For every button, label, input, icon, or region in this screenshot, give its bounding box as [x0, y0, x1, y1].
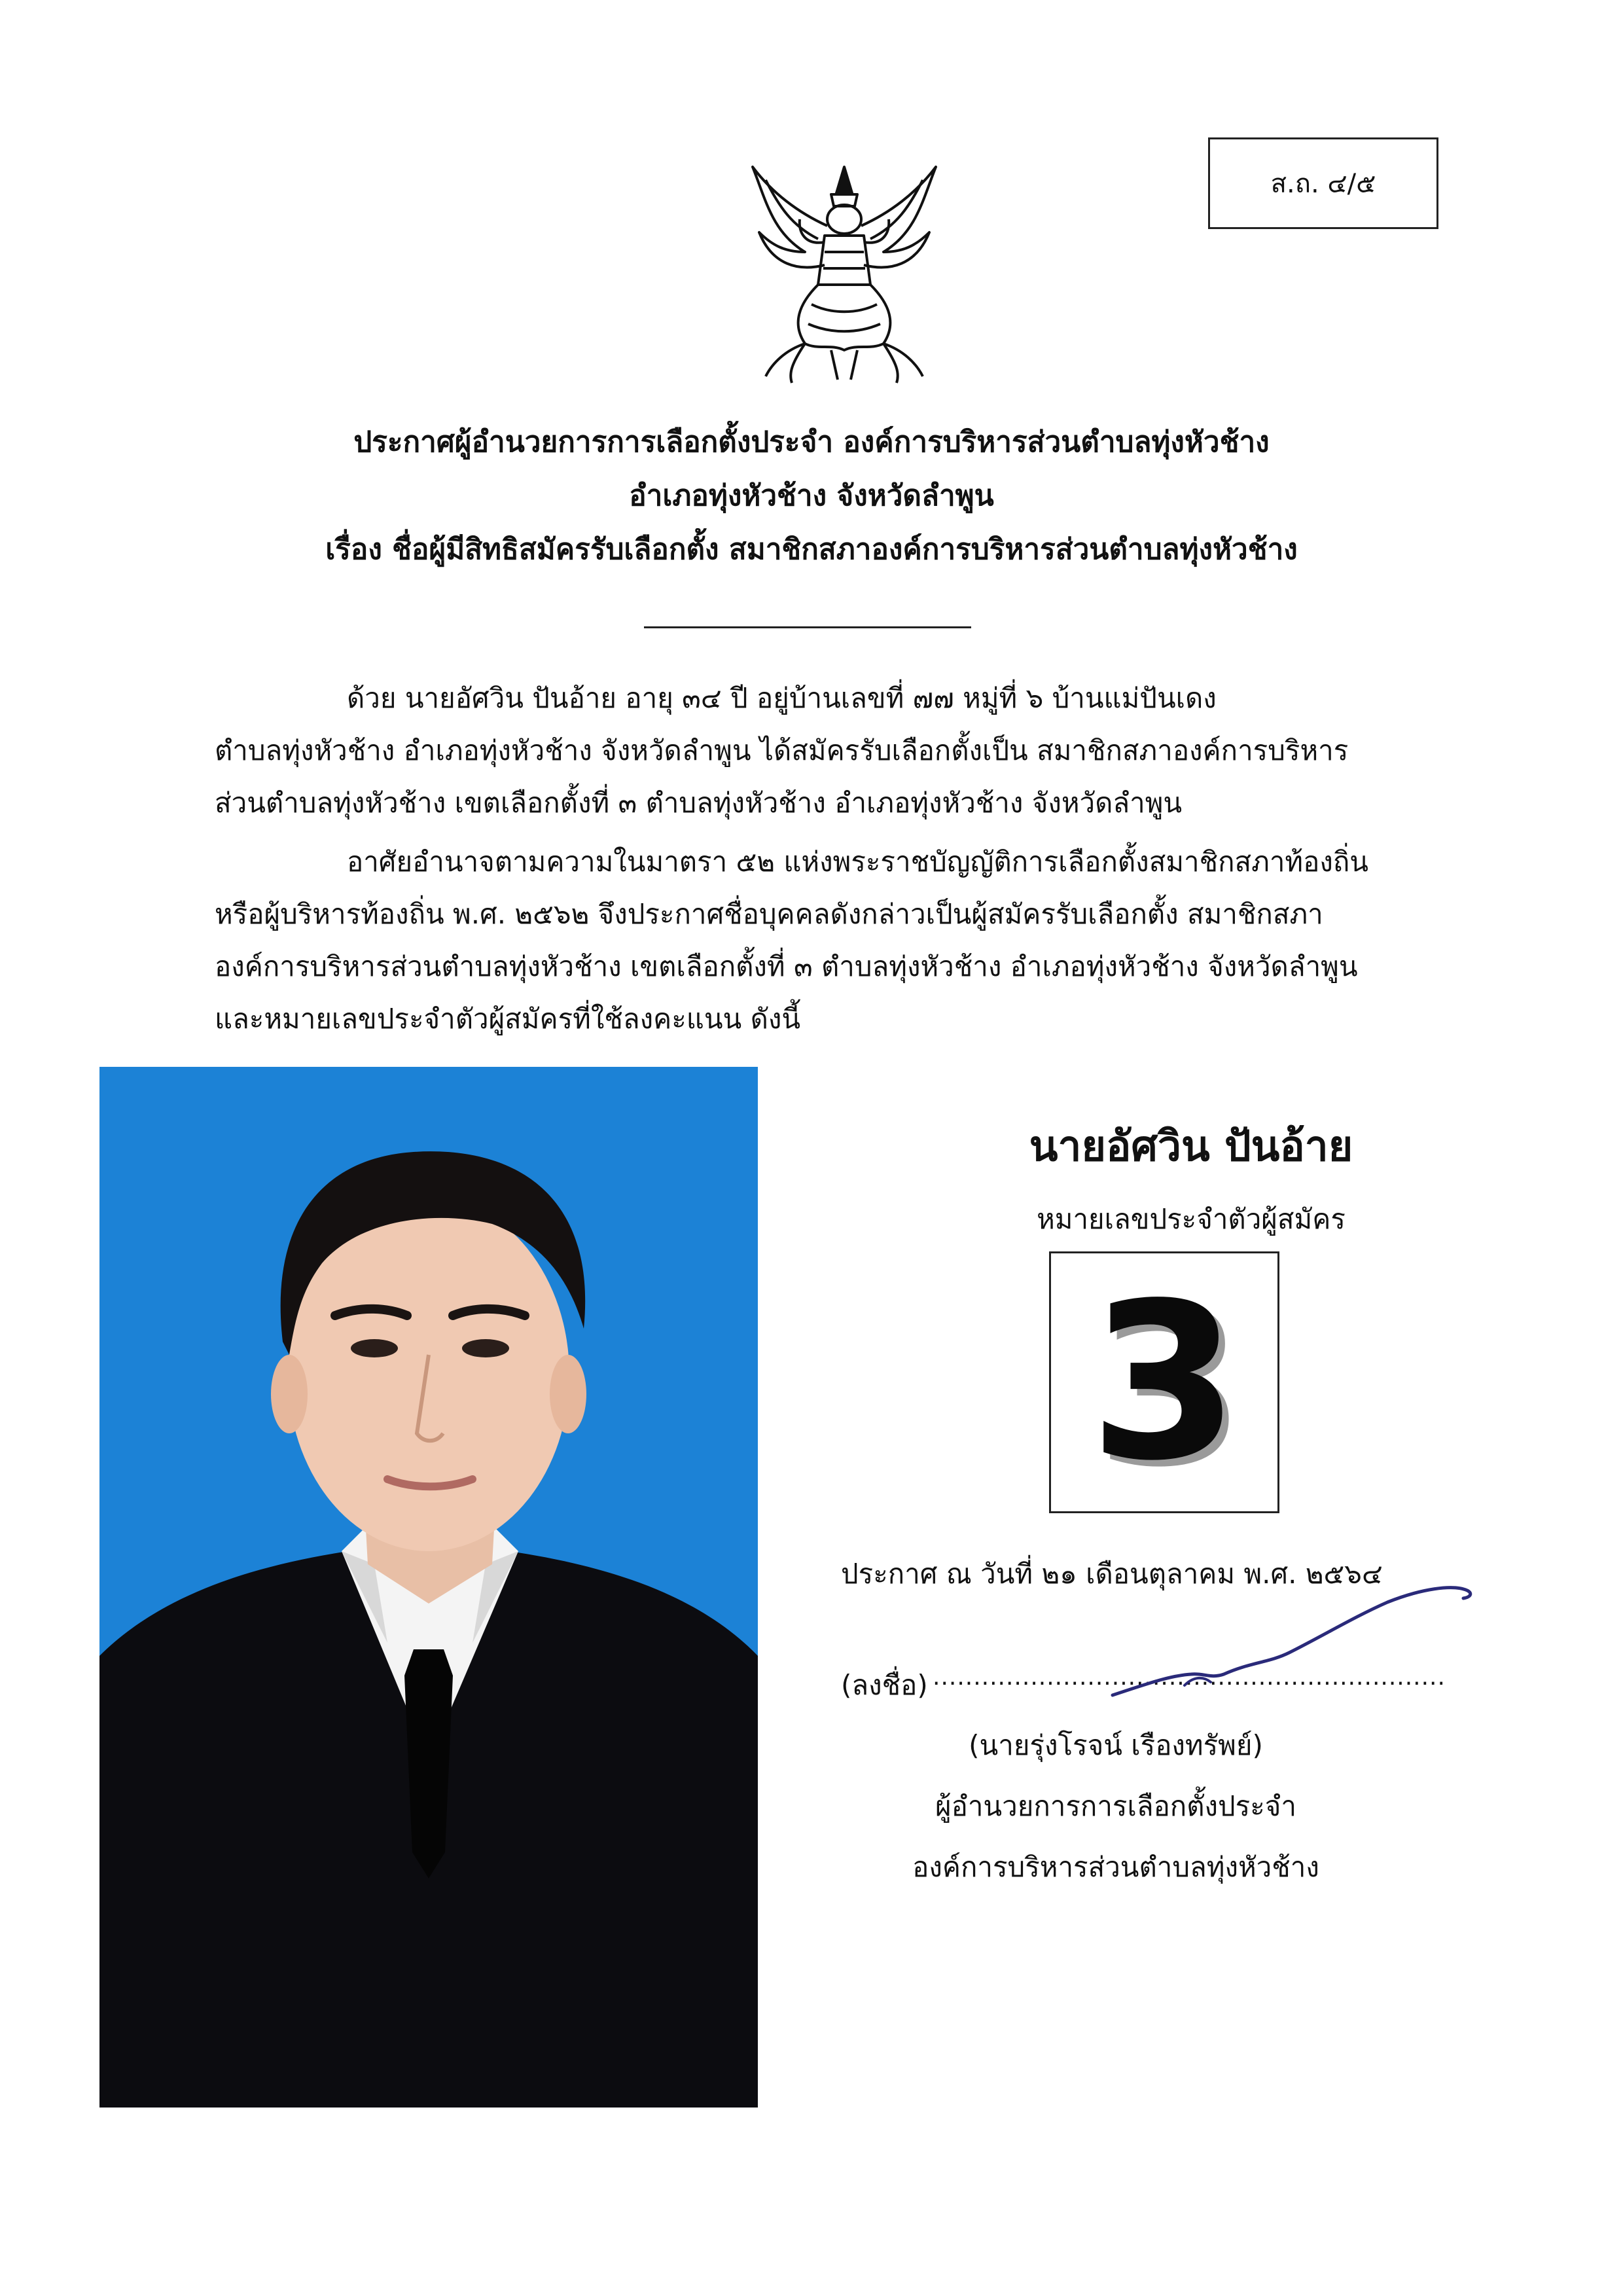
body-p1-line2: ตำบลทุ่งหัวช้าง อำเภอทุ่งหัวช้าง จังหวัดลำพูน ได้สมัครรับเลือกตั้งเป็น สมาชิกสภาองค์การบริหาร: [215, 734, 1349, 766]
form-code: ส.ถ. ๔/๕: [1270, 169, 1376, 199]
signer-title-1: ผู้อำนวยการการเลือกตั้งประจำ: [935, 1790, 1296, 1822]
header-line-3: เรื่อง ชื่อผู้มีสิทธิสมัครรับเลือกตั้ง สมาชิกสภาองค์การบริหารส่วนตำบลทุ่งหัวช้าง: [325, 533, 1298, 566]
form-code-box: [1208, 137, 1438, 229]
candidate-number-caption: หมายเลขประจำตัวผู้สมัคร: [1037, 1203, 1346, 1235]
candidate-name: นายอัศวิน ปันอ้าย: [1029, 1122, 1353, 1171]
candidate-photo: [99, 1067, 758, 2108]
body-p2-line4: และหมายเลขประจำตัวผู้สมัครที่ใช้ลงคะแนน ดังนี้: [215, 1003, 801, 1035]
announcement-date: ประกาศ ณ วันที่ ๒๑ เดือนตุลาคม พ.ศ. ๒๕๖๔: [841, 1558, 1383, 1590]
sign-dotted-line: ...............................................................: [933, 1664, 1446, 1691]
signer-title-2: องค์การบริหารส่วนตำบลทุ่งหัวช้าง: [912, 1851, 1319, 1883]
body-p2-line1: อาศัยอำนาจตามความในมาตรา ๕๒ แห่งพระราชบัญญัติการเลือกตั้งสมาชิกสภาท้องถิ่น: [347, 846, 1368, 878]
header-line-2: อำเภอทุ่งหัวช้าง จังหวัดลำพูน: [629, 479, 994, 512]
portrait-illustration: [99, 1067, 758, 2108]
garuda-emblem-icon: [726, 154, 962, 389]
sign-label: (ลงชื่อ): [841, 1669, 928, 1701]
header-line-1: ประกาศผู้อำนวยการการเลือกตั้งประจำ องค์การบริหารส่วนตำบลทุ่งหัวช้าง: [353, 425, 1270, 459]
candidate-number: 3: [1089, 1257, 1240, 1508]
body-p1-line3: ส่วนตำบลทุ่งหัวช้าง เขตเลือกตั้งที่ ๓ ตำบลทุ่งหัวช้าง อำเภอทุ่งหัวช้าง จังหวัดลำพูน: [215, 787, 1183, 819]
header-divider: [644, 626, 971, 628]
signer-name: (นายรุ่งโรจน์ เรืองทรัพย์): [969, 1729, 1263, 1761]
candidate-number-box: [1049, 1251, 1279, 1513]
body-p2-line3: องค์การบริหารส่วนตำบลทุ่งหัวช้าง เขตเลือกตั้งที่ ๓ ตำบลทุ่งหัวช้าง อำเภอทุ่งหัวช้าง จังหวัดลำพูน: [215, 950, 1358, 982]
handwritten-signature: [1073, 1564, 1479, 1721]
body-p2-line2: หรือผู้บริหารท้องถิ่น พ.ศ. ๒๕๖๒ จึงประกาศชื่อบุคคลดังกล่าวเป็นผู้สมัครรับเลือกตั้ง สมาชิกสภา: [215, 898, 1323, 930]
body-p1-line1: ด้วย นายอัศวิน ปันอ้าย อายุ ๓๔ ปี อยู่บ้านเลขที่ ๗๗ หมู่ที่ ๖ บ้านแม่ปันเดง: [347, 682, 1217, 714]
